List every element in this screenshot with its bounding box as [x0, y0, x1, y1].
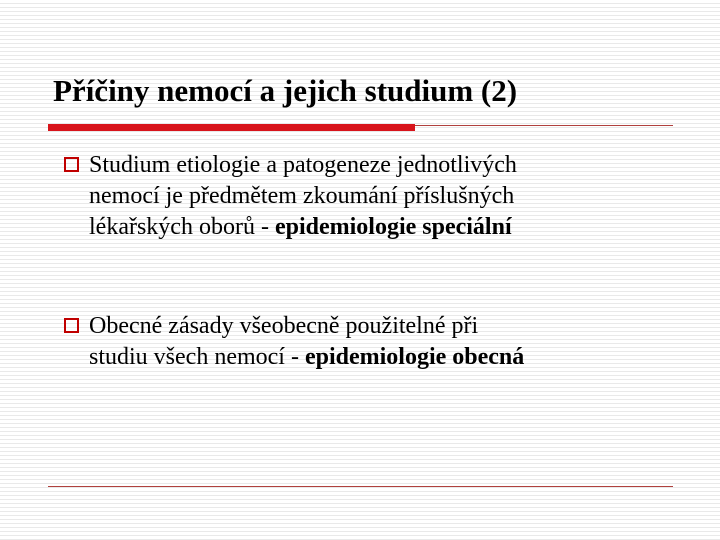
hollow-square-bullet-icon [64, 318, 79, 333]
bullet-item [64, 311, 694, 373]
bullet-emphasis: epidemiologie speciální [274, 214, 512, 240]
bullet-text: studiu všech nemocí - [89, 344, 305, 370]
hollow-square-bullet-icon [64, 157, 79, 172]
slide-title: Příčiny nemocí a jejich studium (2) [53, 73, 518, 108]
footer-divider [48, 486, 673, 487]
title-accent-bar [48, 124, 415, 131]
bullet-line [89, 212, 694, 243]
bullet-line: Obecné zásady všeobecně použitelné při [89, 313, 479, 339]
bullet-emphasis: epidemiologie obecná [304, 344, 525, 370]
bullet-line [89, 342, 694, 373]
bullet-item [64, 150, 694, 243]
bullet-line: nemocí je předmětem zkoumání příslušných [89, 183, 515, 209]
bullet-list [64, 150, 694, 373]
bullet-text: lékařských oborů - [89, 214, 275, 240]
bullet-line: Studium etiologie a patogeneze jednotlivých [89, 152, 517, 178]
